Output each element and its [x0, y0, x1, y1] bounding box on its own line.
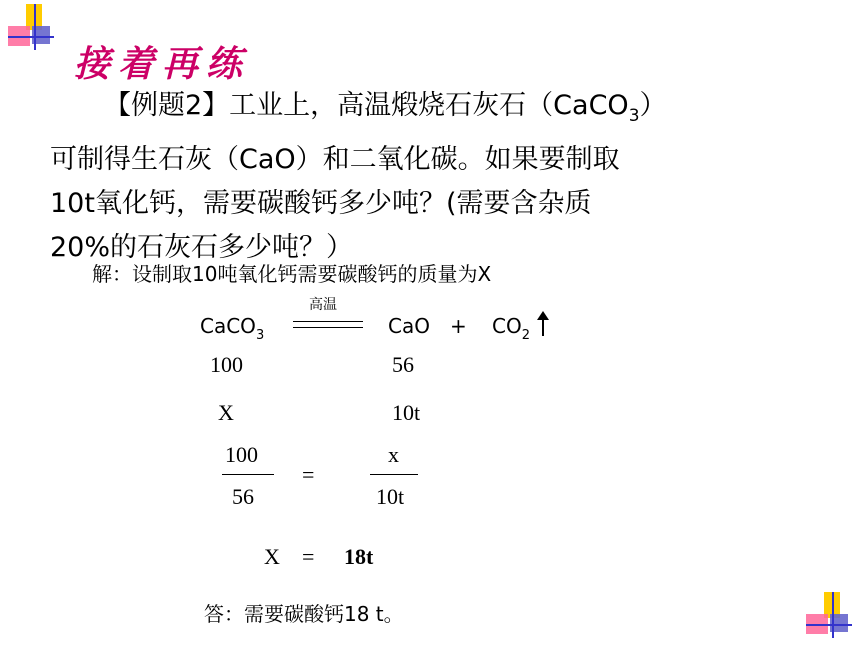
- result-equals: =: [302, 544, 315, 569]
- given-value: 10t: [392, 400, 421, 425]
- fraction-right-numerator: x: [388, 442, 399, 467]
- fraction-right-denominator: 10t: [376, 484, 405, 509]
- equation-reactant: [200, 314, 264, 343]
- fraction-right-bar: [370, 474, 418, 475]
- equation-plus: +: [450, 314, 467, 338]
- mass-reactant: 100: [210, 352, 243, 377]
- problem-statement: [50, 84, 810, 270]
- proportion-equals: =: [302, 462, 315, 487]
- result-variable: X: [264, 544, 280, 569]
- product-2-formula: CO: [492, 314, 522, 338]
- equation-double-line-top: [293, 321, 363, 322]
- corner-decoration-top-left: [8, 4, 52, 48]
- problem-line-1-text: 【例题2】工业上，高温煅烧石灰石（CaCO: [104, 90, 629, 121]
- unknown-variable: X: [218, 400, 234, 425]
- gas-arrow-up-icon: [536, 311, 550, 337]
- fraction-left-bar: [222, 474, 274, 475]
- reactant-subscript: 3: [255, 328, 265, 343]
- product-2-subscript: 2: [521, 328, 530, 343]
- equation-product-1: CaO: [388, 314, 430, 338]
- slide-title: 接着再练: [74, 43, 251, 85]
- equation-double-line-bottom: [293, 327, 363, 328]
- problem-line-1-subscript: 3: [628, 106, 640, 126]
- reaction-condition: 高温: [309, 297, 337, 313]
- problem-line-1: [50, 84, 810, 138]
- problem-line-1-end: ）: [639, 90, 667, 121]
- fraction-left-numerator: 100: [225, 442, 258, 467]
- problem-line-3: 10t氧化钙，需要碳酸钙多少吨？(需要含杂质: [50, 188, 592, 219]
- final-answer: 答：需要碳酸钙18 t。: [204, 602, 404, 626]
- problem-line-4: 20%的石灰石多少吨？）: [50, 232, 354, 263]
- result-value: 18t: [344, 544, 374, 569]
- solution-intro: 解：设制取10吨氧化钙需要碳酸钙的质量为X: [92, 262, 492, 286]
- equation-product-2: [492, 314, 530, 343]
- problem-line-2: 可制得生石灰（CaO）和二氧化碳。如果要制取: [50, 144, 620, 175]
- fraction-left-denominator: 56: [232, 484, 254, 509]
- mass-product: 56: [392, 352, 414, 377]
- reactant-formula: CaCO: [200, 314, 256, 338]
- corner-decoration-bottom-right: [806, 592, 850, 636]
